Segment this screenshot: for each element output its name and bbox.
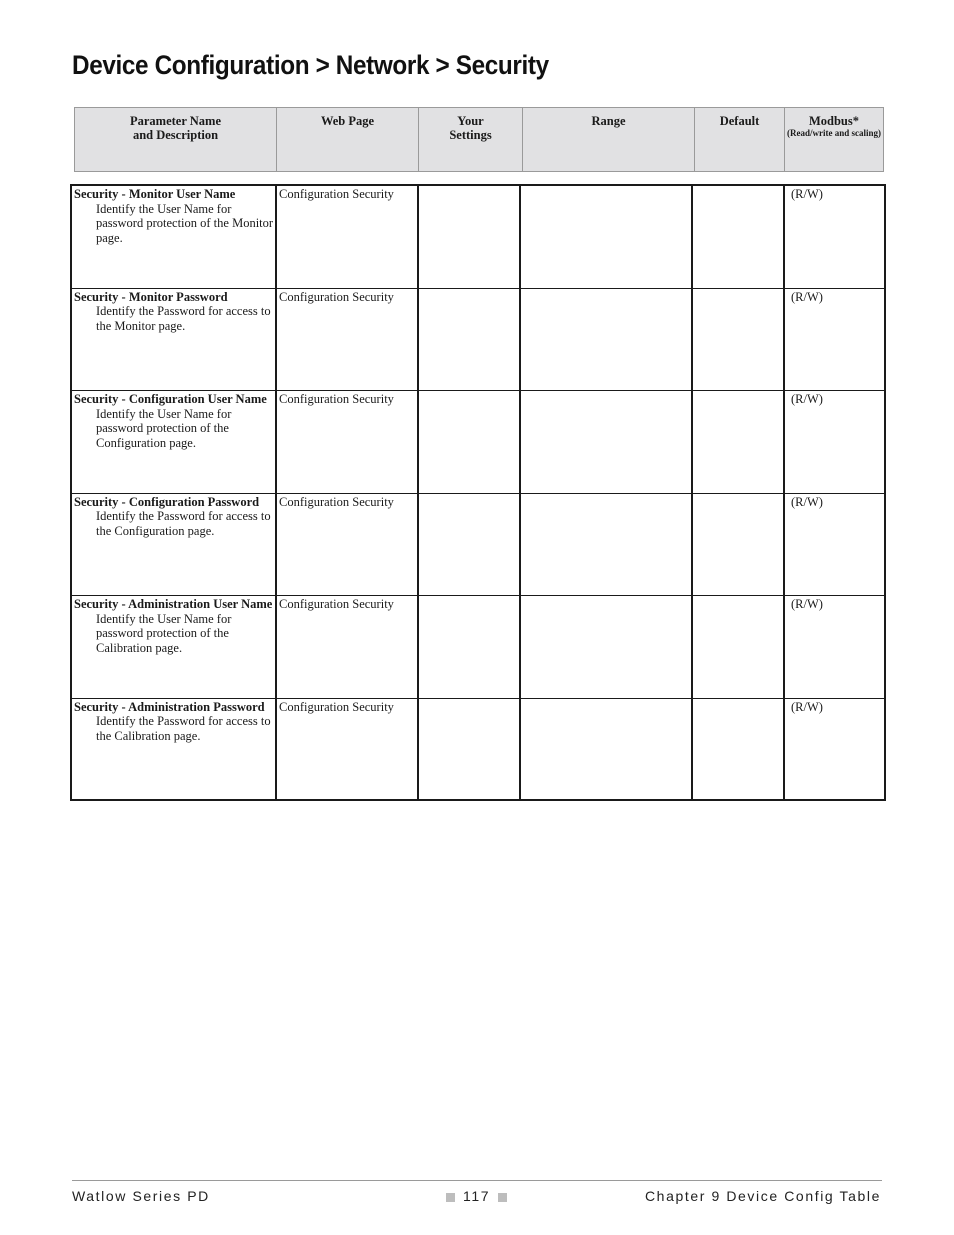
- header-modbus: [785, 108, 883, 171]
- default-cell: [693, 289, 785, 391]
- parameter-description: Identify the User Name for password protection of the Calibration page.: [96, 611, 232, 655]
- web-page-cell: Configuration Security: [277, 699, 419, 802]
- modbus-cell: (R/W): [791, 699, 823, 714]
- page-title: Device Configuration > Network > Security: [72, 50, 549, 80]
- your-settings-cell: [419, 494, 521, 596]
- header-default: [695, 108, 785, 171]
- header-your-settings-line2: Settings: [449, 128, 492, 142]
- parameter-name: Security - Configuration User Name: [74, 392, 267, 406]
- header-modbus-label: Modbus*: [808, 114, 860, 128]
- your-settings-cell: [419, 699, 521, 802]
- range-cell: [521, 699, 693, 802]
- page-number: 117: [463, 1188, 491, 1204]
- web-page-cell: Configuration Security: [277, 289, 419, 391]
- table-row: [72, 186, 884, 289]
- table-row: [72, 289, 884, 392]
- header-parameter: [75, 108, 277, 171]
- footer-left: Watlow Series PD: [72, 1188, 210, 1204]
- table-row: [72, 699, 884, 802]
- parameter-cell: [72, 289, 277, 391]
- web-page-cell: Configuration Security: [277, 391, 419, 493]
- default-cell: [693, 596, 785, 698]
- header-range-label: Range: [591, 114, 626, 128]
- header-parameter-line2: and Description: [132, 128, 219, 142]
- header-parameter-line1: Parameter Name: [129, 114, 222, 128]
- header-your-settings-line1: Your: [457, 114, 484, 128]
- web-page-cell: Configuration Security: [277, 596, 419, 698]
- your-settings-cell: [419, 186, 521, 288]
- parameter-name: Security - Monitor User Name: [74, 187, 236, 201]
- parameter-description: Identify the Password for access to the Calibration page.: [96, 714, 271, 743]
- parameter-description: Identify the User Name for password protection of the Monitor page.: [96, 201, 274, 245]
- parameter-description: Identify the Password for access to the Configuration page.: [96, 509, 271, 538]
- parameter-name: Security - Configuration Password: [74, 494, 260, 509]
- modbus-cell: (R/W): [791, 187, 823, 201]
- parameter-cell: [72, 596, 277, 698]
- modbus-cell: (R/W): [791, 392, 823, 406]
- parameter-cell: [72, 391, 277, 493]
- footer-right: Chapter 9 Device Config Table: [644, 1188, 881, 1204]
- parameter-name: Security - Administration Password: [74, 699, 265, 714]
- header-default-label: Default: [719, 114, 760, 128]
- range-cell: [521, 289, 693, 391]
- parameter-cell: [72, 494, 277, 596]
- parameter-name: Security - Monitor Password: [74, 289, 228, 304]
- square-bullet-icon: [498, 1193, 507, 1202]
- default-cell: [693, 186, 785, 288]
- header-your-settings: [419, 108, 523, 171]
- parameter-cell: [72, 186, 277, 288]
- header-web-page: [277, 108, 419, 171]
- range-cell: [521, 391, 693, 493]
- parameter-name: Security - Administration User Name: [74, 597, 273, 611]
- table-header: [74, 107, 884, 172]
- parameter-description: Identify the User Name for password protection of the Configuration page.: [96, 406, 232, 450]
- modbus-cell: (R/W): [791, 289, 823, 304]
- header-range: [523, 108, 695, 171]
- web-page-cell: Configuration Security: [277, 494, 419, 596]
- parameter-table: [70, 184, 886, 801]
- range-cell: [521, 186, 693, 288]
- square-bullet-icon: [446, 1193, 455, 1202]
- your-settings-cell: [419, 596, 521, 698]
- header-web-page-label: Web Page: [320, 114, 375, 128]
- range-cell: [521, 596, 693, 698]
- modbus-cell: (R/W): [791, 494, 823, 509]
- parameter-cell: [72, 699, 277, 802]
- your-settings-cell: [419, 391, 521, 493]
- header-modbus-note: (Read/write and scaling): [787, 128, 881, 138]
- your-settings-cell: [419, 289, 521, 391]
- range-cell: [521, 494, 693, 596]
- default-cell: [693, 699, 785, 802]
- parameter-description: Identify the Password for access to the Monitor page.: [96, 304, 271, 333]
- table-row: [72, 391, 884, 494]
- footer-page-number: [438, 1188, 515, 1204]
- default-cell: [693, 494, 785, 596]
- web-page-cell: Configuration Security: [277, 186, 419, 288]
- table-row: [72, 494, 884, 597]
- modbus-cell: (R/W): [791, 597, 823, 611]
- default-cell: [693, 391, 785, 493]
- table-row: [72, 596, 884, 699]
- footer-divider: [72, 1180, 882, 1181]
